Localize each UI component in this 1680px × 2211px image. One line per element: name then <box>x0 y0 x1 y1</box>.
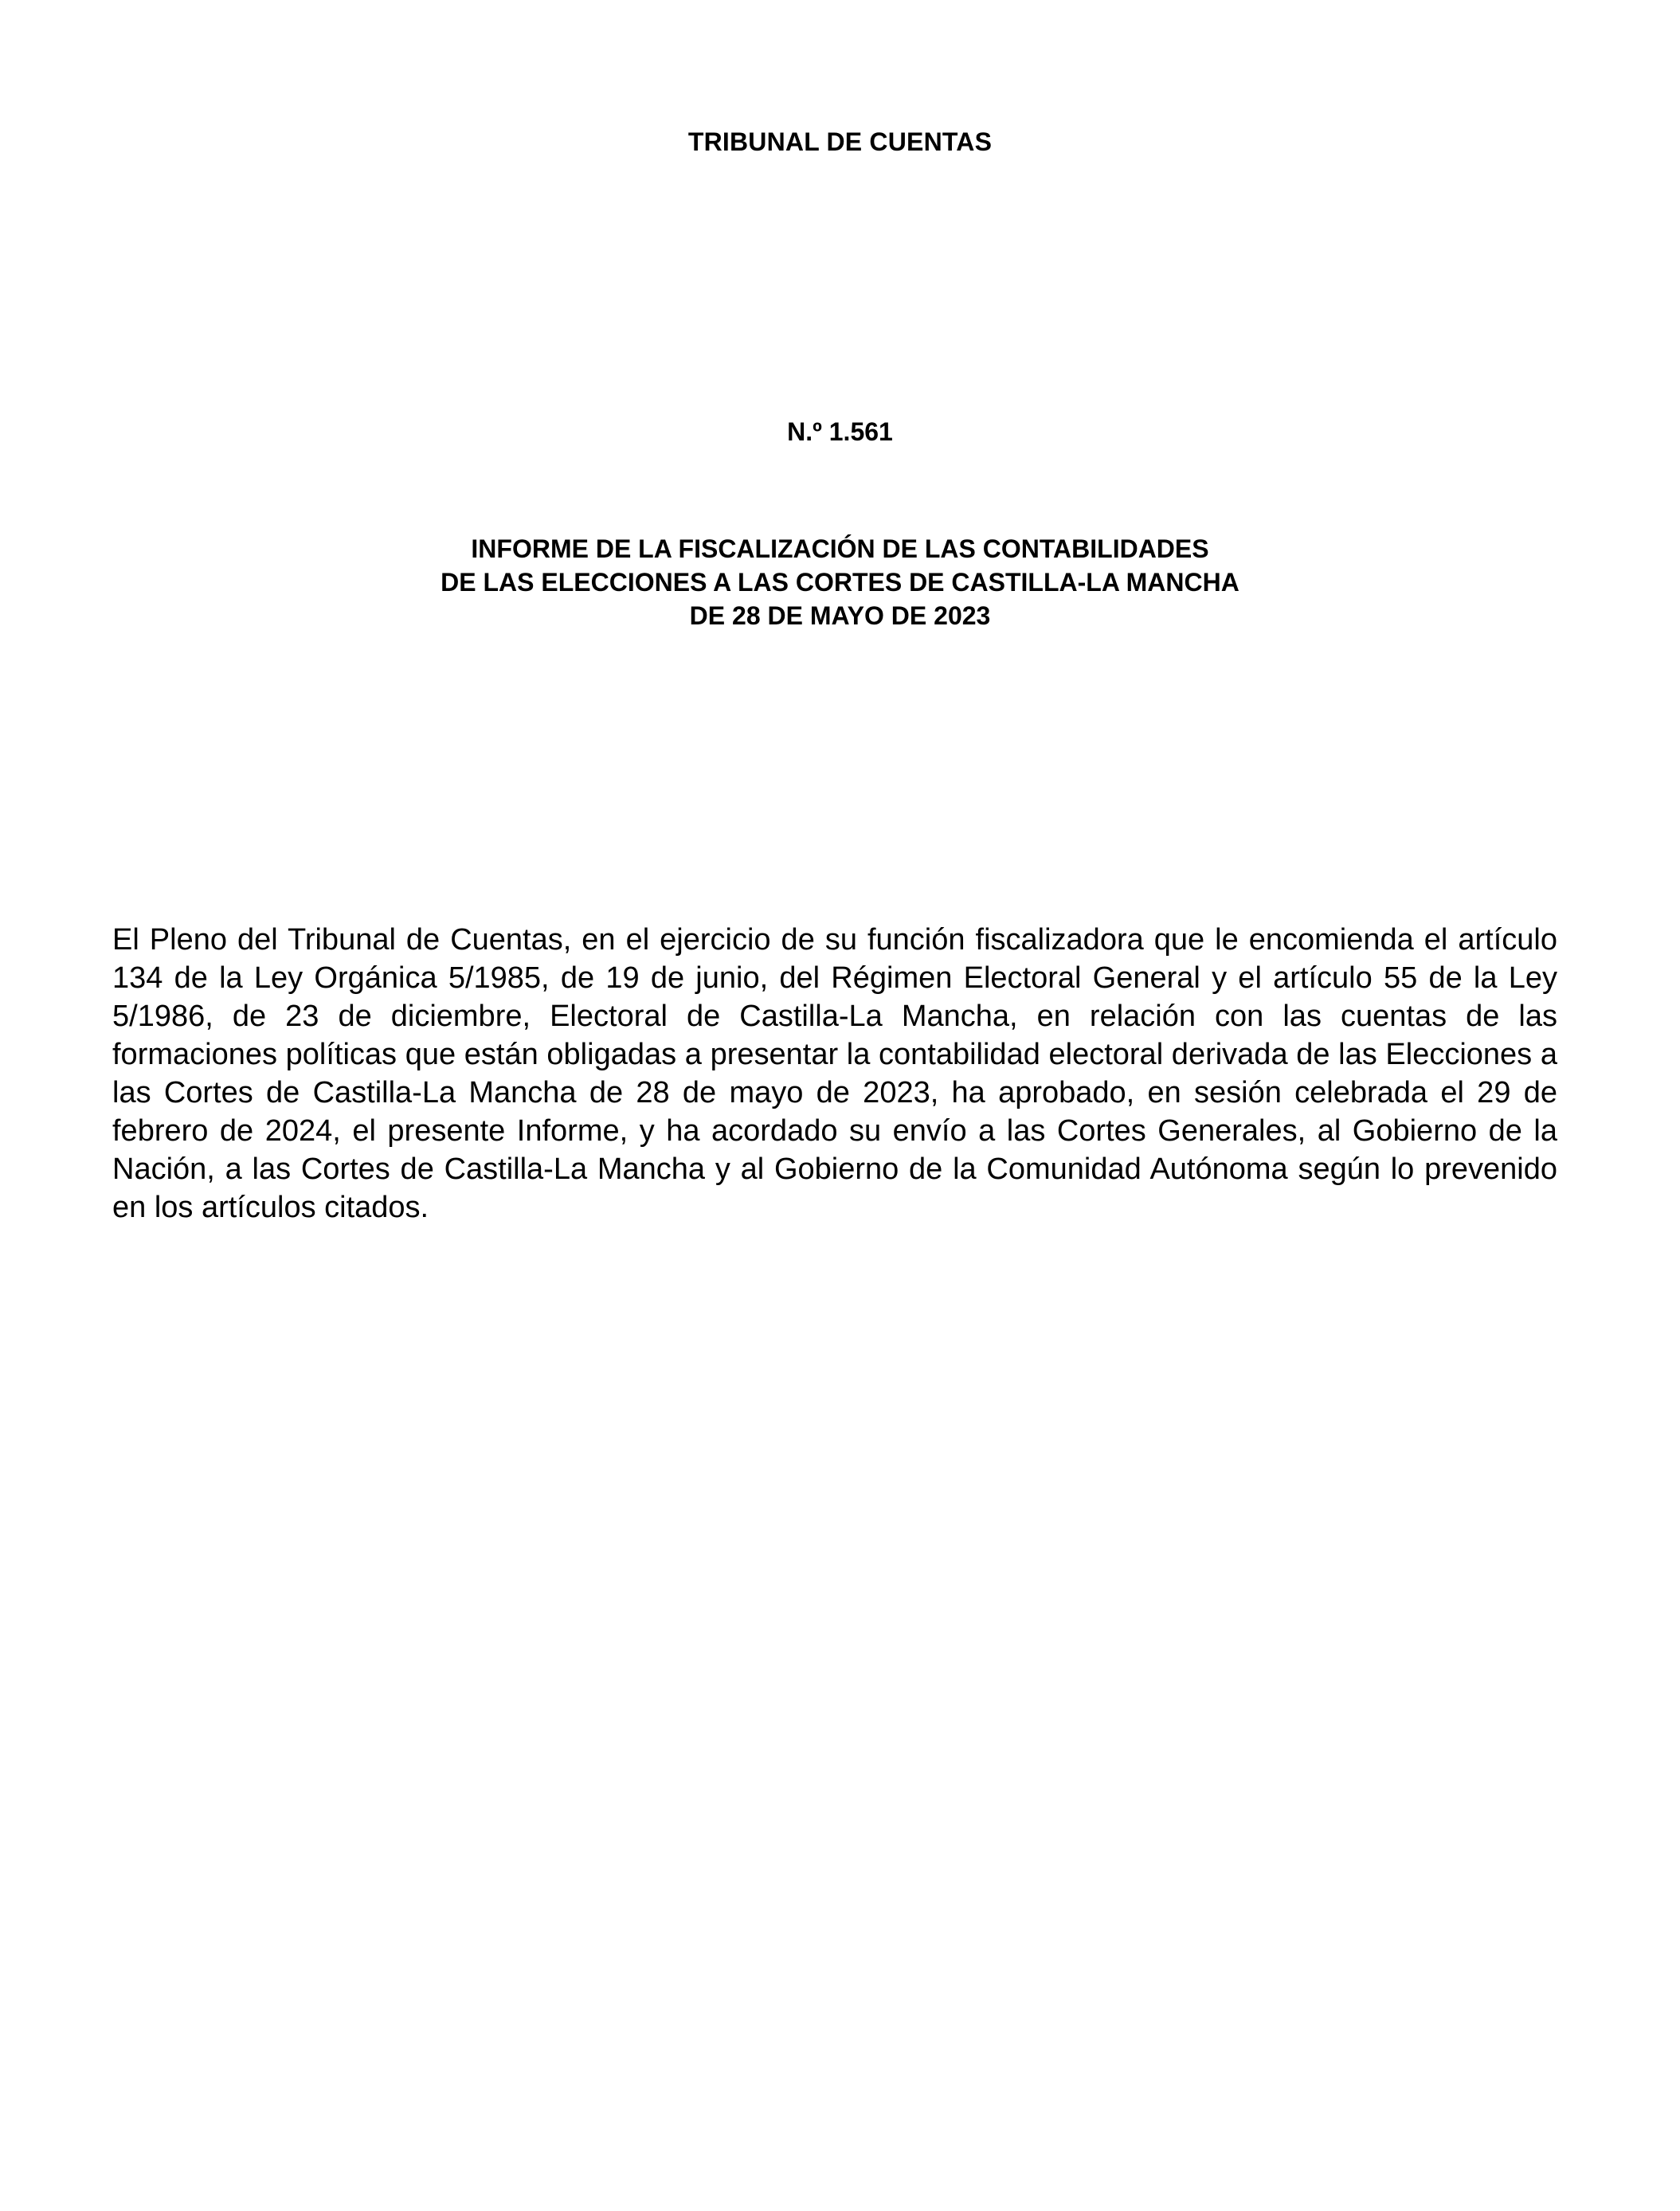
report-title-line: DE LAS ELECCIONES A LAS CORTES DE CASTILLA-LA MANCHA <box>441 568 1239 597</box>
organization-header: TRIBUNAL DE CUENTAS <box>687 127 993 156</box>
report-title-line: INFORME DE LA FISCALIZACIÓN DE LAS CONTABILIDADES <box>471 534 1209 563</box>
report-title <box>0 532 1680 632</box>
approval-paragraph: El Pleno del Tribunal de Cuentas, en el ejercicio de su función fiscalizadora que le encomienda el artículo 134 de la Ley Orgánica 5/1985, de 19 de junio, del Régimen Electoral General y el artículo 55 de la Ley 5/1986, de 23 de diciembre, Electoral de Castilla-La Mancha, en relación con las cuentas de las formaciones políticas que están obligadas a presentar la contabilidad electoral derivada de las Elecciones a las Cortes de Castilla-La Mancha de 28 de mayo de 2023, ha aprobado, en sesión celebrada el 29 de febrero de 2024, el presente Informe, y ha acordado su envío a las Cortes Generales, al Gobierno de la Nación, a las Cortes de Castilla-La Mancha y al Gobierno de la Comunidad Autónoma según lo prevenido en los artículos citados. <box>112 923 1557 1224</box>
report-title-line: DE 28 DE MAYO DE 2023 <box>689 601 991 630</box>
report-number: N.º 1.561 <box>787 417 893 446</box>
